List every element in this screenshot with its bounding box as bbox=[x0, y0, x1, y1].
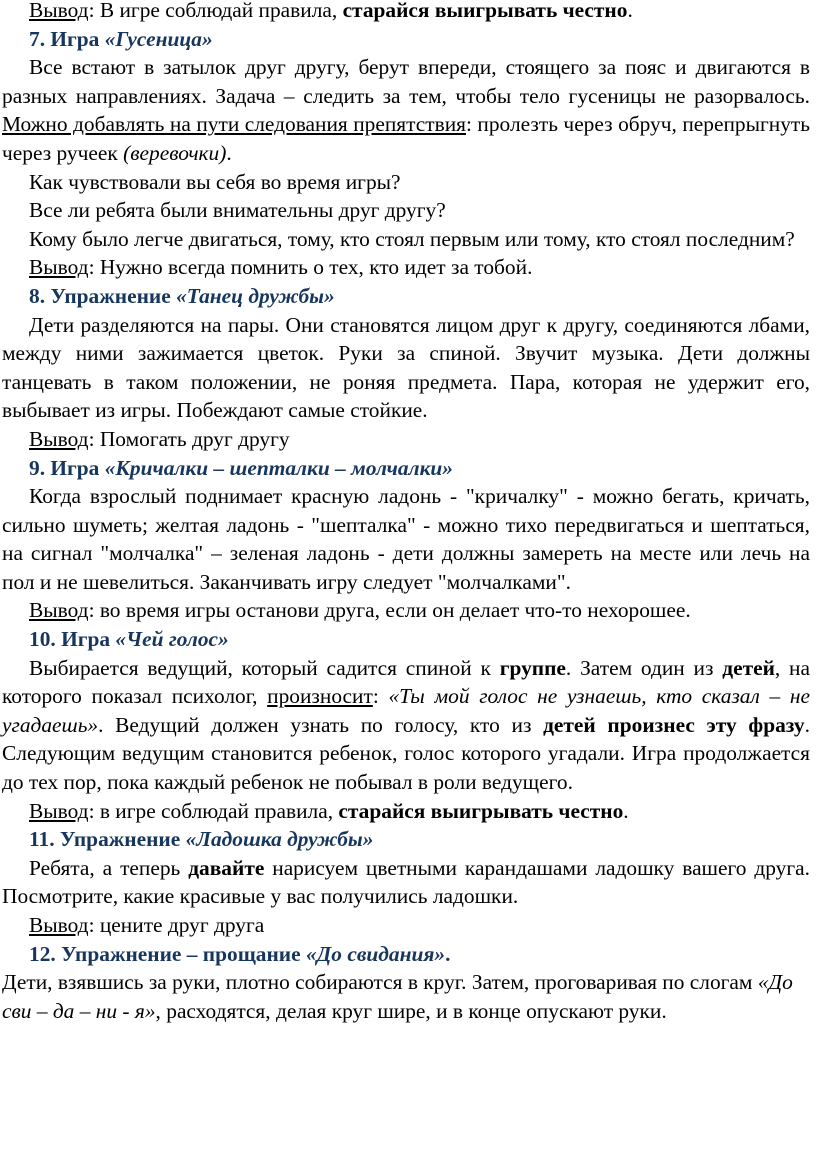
game-9-description: Когда взрослый поднимает красную ладонь - "кричалку" - можно бегать, кричать, сильно шуметь; желтая ладонь - "шепталка" - можно тихо передвигаться и шептаться, на сигнал "молчалка" – зеленая ладонь - дети должны замереть на месте или лечь на пол и не шевелиться. Заканчивать игру следует "молчалками". bbox=[2, 484, 810, 594]
conclusion-end: . bbox=[623, 798, 629, 823]
exercise-11-description bbox=[2, 854, 810, 911]
underlined-text: произносит bbox=[267, 684, 373, 709]
text-run: нарисуем цветными карандашами ладошку вашего друга. Посмотрите, какие красивые у вас получились ладошки. bbox=[2, 855, 810, 909]
italic-text: «До сви – да – ни - я» bbox=[2, 970, 793, 1023]
conclusion-label: Вывод bbox=[29, 913, 89, 937]
game-9-conclusion bbox=[2, 596, 810, 625]
heading-title: «Чей голос» bbox=[115, 627, 229, 652]
exercise-12-description bbox=[2, 968, 810, 1025]
heading-exercise-8 bbox=[2, 282, 810, 311]
heading-number: 10. Игра bbox=[29, 627, 116, 652]
conclusion-text: : в игре соблюдай правила, bbox=[88, 798, 339, 823]
heading-title: «Кричалки – шепталки – молчалки» bbox=[104, 455, 454, 480]
top-conclusion bbox=[2, 0, 810, 25]
heading-number: 12. Упражнение – прощание bbox=[29, 941, 306, 966]
bold-text: детей bbox=[722, 655, 775, 680]
text-run: , расходятся, делая круг шире, и в конце опускают руки. bbox=[155, 998, 667, 1023]
conclusion-bold: старайся выигрывать честно bbox=[338, 798, 624, 823]
heading-end: . bbox=[445, 941, 451, 966]
text-run: : bbox=[372, 684, 389, 709]
text-run: . Затем один из bbox=[565, 655, 723, 680]
text-run: . bbox=[226, 140, 232, 165]
conclusion-label: Вывод bbox=[29, 0, 89, 22]
conclusion-end: . bbox=[627, 0, 633, 22]
text-run: , на которого показал психолог, bbox=[2, 655, 810, 709]
italic-text: «Ты мой голос не узнаешь, кто сказал – не угадаешь» bbox=[2, 684, 810, 737]
heading-number: 9. Игра bbox=[29, 455, 105, 480]
heading-exercise-11 bbox=[2, 825, 810, 854]
game-10-description bbox=[2, 654, 810, 797]
conclusion-text: : во время игры останови друга, если он делает что-то нехорошее. bbox=[88, 598, 691, 623]
game-7-conclusion bbox=[2, 253, 810, 282]
heading-game-10 bbox=[2, 625, 810, 654]
heading-number: 11. Упражнение bbox=[29, 827, 186, 852]
heading-title: «До свидания» bbox=[305, 941, 446, 966]
game-10-conclusion bbox=[2, 797, 810, 826]
heading-title: «Ладошка дружбы» bbox=[185, 827, 374, 852]
question-1: Как чувствовали вы себя во время игры? bbox=[29, 169, 401, 194]
underlined-text: Можно добавлять на пути следования препятствия bbox=[2, 112, 466, 137]
heading-exercise-12 bbox=[2, 940, 810, 969]
conclusion-text: : Помогать друг другу bbox=[88, 426, 290, 451]
text-run: Ребята, а теперь bbox=[29, 855, 189, 880]
heading-title: «Гусеница» bbox=[104, 26, 213, 51]
conclusion-label: Вывод bbox=[29, 426, 89, 451]
game-7-description bbox=[2, 53, 810, 167]
exercise-8-conclusion bbox=[2, 425, 810, 454]
text-run: . Следующим ведущим становится ребенок, голос которого угадали. Игра продолжается до тех пор, пока каждый ребенок не побывал в роли ведущего. bbox=[2, 712, 810, 795]
bold-text: детей произнес эту фразу bbox=[543, 712, 805, 737]
text-run: . Ведущий должен узнать по голосу, кто из bbox=[98, 712, 544, 737]
heading-title: «Танец дружбы» bbox=[176, 283, 335, 308]
conclusion-text: : В игре соблюдай правила, bbox=[88, 0, 343, 22]
heading-number: 7. Игра bbox=[29, 26, 105, 51]
text-run: Все встают в затылок друг другу, берут впереди, стоящего за пояс и двигаются в разных направлениях. Задача – следить за тем, чтобы тело гусеницы не разорвалось. bbox=[2, 55, 810, 108]
question-3: Кому было легче двигаться, тому, кто стоял первым или тому, кто стоял последним? bbox=[29, 226, 795, 251]
text-run: : пролезть через обруч, перепрыгнуть через ручеек bbox=[2, 112, 810, 165]
bold-text: давайте bbox=[188, 855, 265, 880]
conclusion-label: Вывод bbox=[29, 255, 89, 280]
exercise-11-conclusion bbox=[2, 911, 810, 940]
conclusion-label: Вывод bbox=[29, 798, 89, 823]
heading-game-9 bbox=[2, 454, 810, 483]
conclusion-text: : цените друг друга bbox=[88, 913, 265, 937]
heading-game-7 bbox=[2, 25, 810, 54]
text-run: Выбирается ведущий, который садится спиной к bbox=[29, 655, 500, 680]
bold-text: группе bbox=[499, 655, 566, 680]
text-run: Дети, взявшись за руки, плотно собираются в круг. Затем, проговаривая по слогам bbox=[2, 970, 758, 995]
conclusion-bold: старайся выигрывать честно bbox=[342, 0, 628, 22]
conclusion-text: : Нужно всегда помнить о тех, кто идет за тобой. bbox=[88, 255, 533, 280]
heading-number: 8. Упражнение bbox=[29, 283, 177, 308]
exercise-8-description: Дети разделяются на пары. Они становятся лицом друг к другу, соединяются лбами, между ними зажимается цветок. Руки за спиной. Звучит музыка. Дети должны танцевать в таком положении, не роняя предмета. Пара, которая не удержит его, выбывает из игры. Побеждают самые стойкие. bbox=[2, 312, 810, 423]
question-2: Все ли ребята были внимательны друг другу? bbox=[29, 198, 446, 223]
italic-text: (веревочки) bbox=[123, 140, 227, 165]
conclusion-label: Вывод bbox=[29, 598, 89, 623]
